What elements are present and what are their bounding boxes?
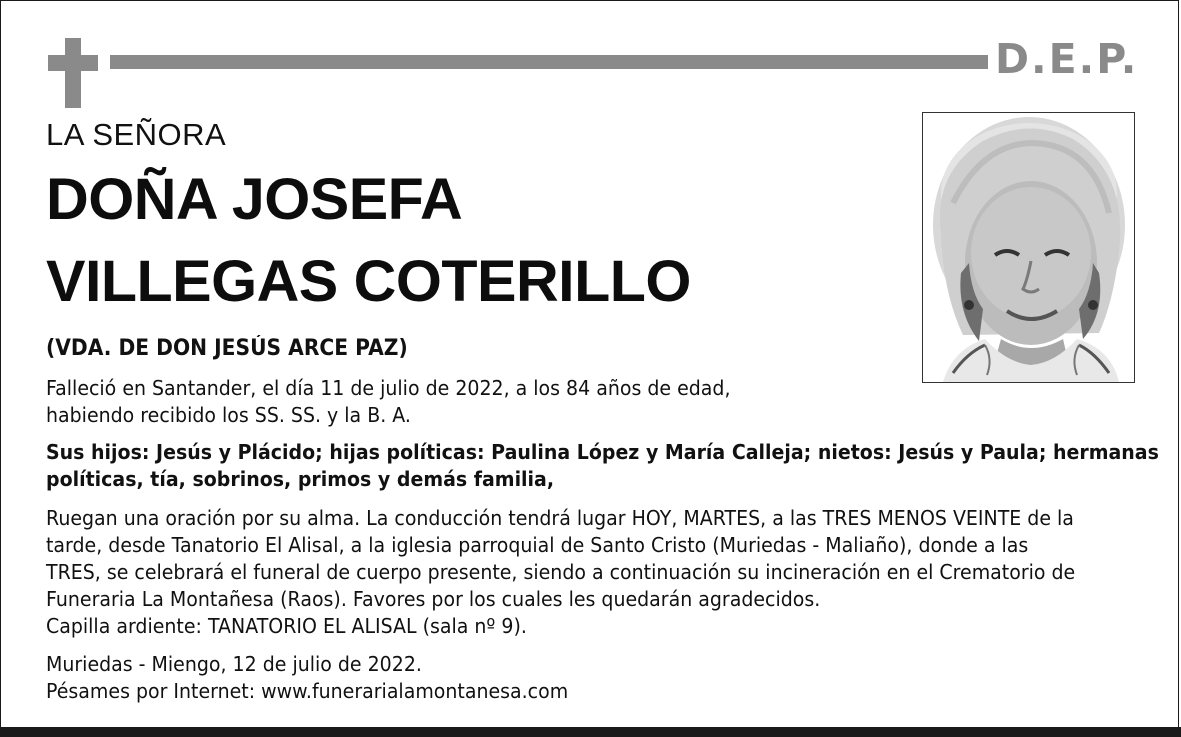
dep-mark: D.E.P. xyxy=(995,35,1139,83)
family-line: Sus hijos: Jesús y Plácido; hijas políticas: Paulina López y María Calleja; nietos: Jesús y Paula; hermanas xyxy=(46,440,1159,464)
footer-paragraph xyxy=(46,651,1045,705)
ceremony-line: tarde, desde Tanatorio El Alisal, a la iglesia parroquial de Santo Cristo (Muriedas - Maliaño), donde a las xyxy=(46,533,1029,557)
family-paragraph xyxy=(46,439,1159,493)
cross-vertical-bar xyxy=(65,38,81,108)
chapel-line: Capilla ardiente: TANATORIO EL ALISAL (sala nº 9). xyxy=(46,614,527,638)
deceased-name-line1: DOÑA JOSEFA xyxy=(46,167,463,232)
ceremony-line: Ruegan una oración por su alma. La conducción tendrá lugar HOY, MARTES, a las TRES MENOS VEINTE de la xyxy=(46,506,1074,530)
ceremony-paragraph xyxy=(46,505,1076,640)
deceased-name-line2: VILLEGAS COTERILLO xyxy=(46,249,691,314)
death-notice-line: Falleció en Santander, el día 11 de julio de 2022, a los 84 años de edad, xyxy=(46,376,731,400)
widow-of: (VDA. DE DON JESÚS ARCE PAZ) xyxy=(46,336,408,361)
salutation: LA SEÑORA xyxy=(46,117,227,152)
cross-icon xyxy=(48,38,98,108)
death-notice-line: habiendo recibido los SS. SS. y la B. A. xyxy=(46,403,411,427)
death-notice-paragraph xyxy=(46,375,1045,429)
bottom-rule xyxy=(0,727,1181,737)
family-line: políticas, tía, sobrinos, primos y demás familia, xyxy=(46,467,555,491)
place-date: Muriedas - Miengo, 12 de julio de 2022. xyxy=(46,652,422,676)
header-rule xyxy=(110,55,988,69)
condolences-link[interactable]: Pésames por Internet: www.funerarialamontanesa.com xyxy=(46,679,569,703)
cross-horizontal-bar xyxy=(48,55,98,71)
ceremony-line: Funeraria La Montañesa (Raos). Favores por los cuales les quedarán agradecidos. xyxy=(46,587,821,611)
ceremony-line: TRES, se celebrará el funeral de cuerpo presente, siendo a continuación su incineración en el Crematorio de xyxy=(46,560,1076,584)
portrait-photo xyxy=(922,112,1135,383)
